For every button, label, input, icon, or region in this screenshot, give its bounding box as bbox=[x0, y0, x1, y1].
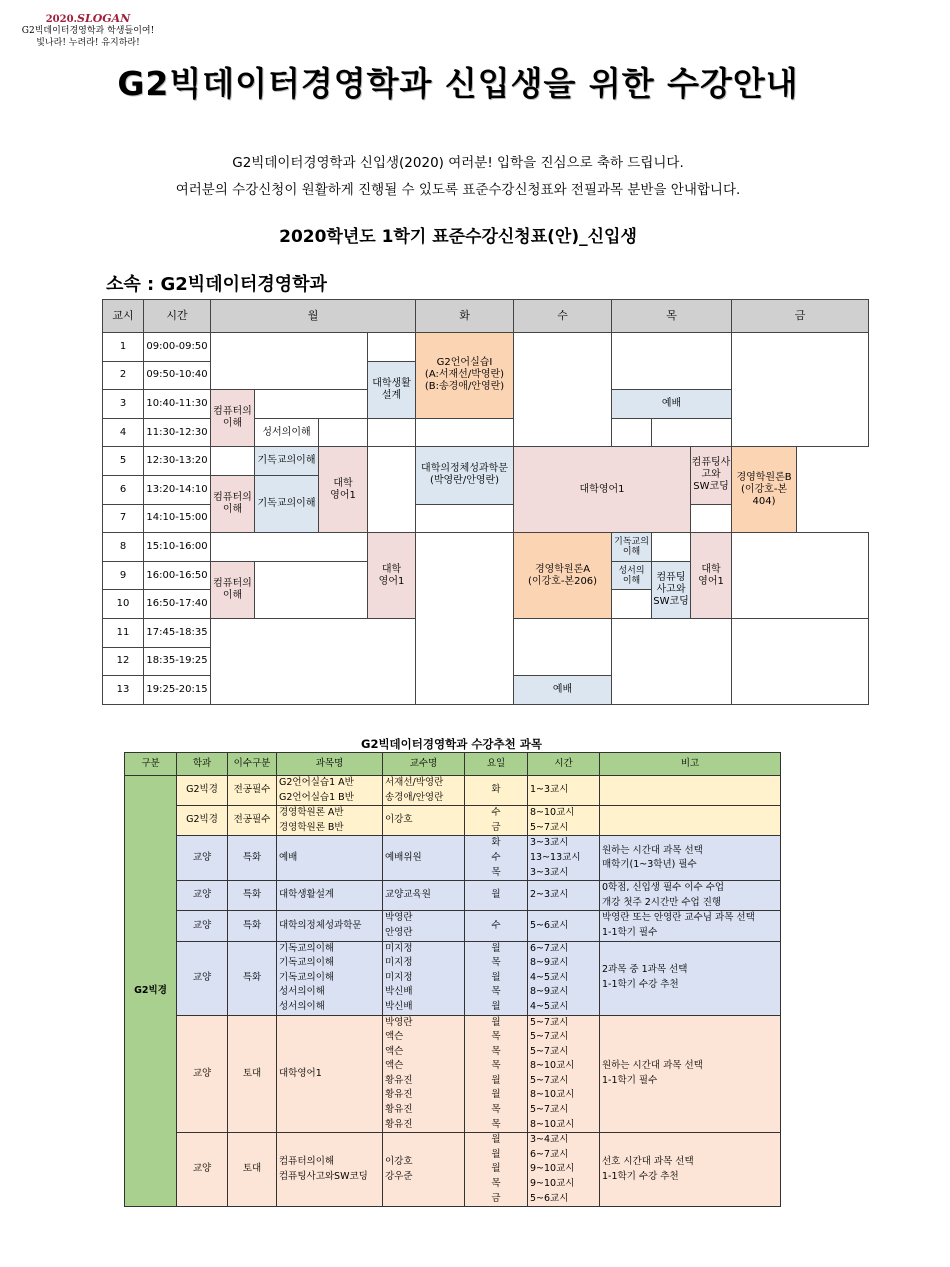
table-row bbox=[125, 1015, 781, 1133]
course-computer-intro: 컴퓨터의 이해 bbox=[211, 390, 255, 447]
rec-day: 월 목 목 목 월 월 목 목 bbox=[465, 1015, 528, 1133]
timetable-row bbox=[103, 447, 869, 476]
period-time: 14:10-15:00 bbox=[144, 504, 211, 533]
course-g2-language-practice: G2언어실습I (A:서재선/박영란) (B:송경애/안영란) bbox=[416, 333, 514, 419]
rec-note bbox=[600, 776, 781, 806]
course-english-1-thu: 대학 영어1 bbox=[691, 533, 732, 619]
period-time: 09:50-10:40 bbox=[144, 361, 211, 390]
rec-prof: 예배위원 bbox=[383, 836, 465, 881]
period-no: 1 bbox=[103, 333, 144, 362]
rec-time: 1~3교시 bbox=[528, 776, 600, 806]
rec-prof: 서재선/박영란 송경애/안영란 bbox=[383, 776, 465, 806]
rec-time: 8~10교시 5~7교시 bbox=[528, 806, 600, 836]
rec-dept: 교양 bbox=[177, 1015, 228, 1133]
period-no: 10 bbox=[103, 590, 144, 619]
rec-course: 대학영어1 bbox=[277, 1015, 383, 1133]
course-christianity-intro: 기독교의이해 bbox=[255, 475, 319, 532]
course-bible-intro: 성서의이해 bbox=[255, 418, 319, 447]
period-time: 12:30-13:20 bbox=[144, 447, 211, 476]
period-time: 18:35-19:25 bbox=[144, 647, 211, 676]
timetable-header-row bbox=[103, 300, 869, 333]
rec-prof: 이강호 bbox=[383, 806, 465, 836]
recommend-table bbox=[124, 752, 781, 1207]
period-no: 12 bbox=[103, 647, 144, 676]
empty-cell bbox=[652, 533, 691, 562]
header-thursday: 목 bbox=[612, 300, 732, 333]
course-business-principles-a: 경영학원론A (이강호-본206) bbox=[514, 533, 612, 619]
rec-type: 특화 bbox=[228, 881, 277, 911]
empty-cell bbox=[691, 504, 732, 533]
empty-cell bbox=[368, 333, 416, 362]
rec-type: 토대 bbox=[228, 1133, 277, 1207]
course-college-life-design: 대학생활 설계 bbox=[368, 361, 416, 418]
empty-cell bbox=[416, 504, 514, 533]
group-label: G2빅경 bbox=[125, 776, 177, 1207]
period-no: 7 bbox=[103, 504, 144, 533]
rec-type: 전공필수 bbox=[228, 806, 277, 836]
header-time: 시간 bbox=[144, 300, 211, 333]
period-time: 16:00-16:50 bbox=[144, 561, 211, 590]
rec-note bbox=[600, 806, 781, 836]
table-row bbox=[125, 911, 781, 941]
course-english-1-thu: 대학영어1 bbox=[514, 447, 691, 533]
rec-note: 2과목 중 1과목 선택 1-1학기 수강 추천 bbox=[600, 941, 781, 1015]
course-english-1-mon: 대학 영어1 bbox=[319, 447, 368, 533]
empty-cell bbox=[368, 447, 416, 533]
timetable-row bbox=[103, 333, 869, 362]
rec-day: 화 bbox=[465, 776, 528, 806]
rec-dept: 교양 bbox=[177, 911, 228, 941]
slogan-year: 2020. bbox=[45, 14, 78, 25]
period-time: 13:20-14:10 bbox=[144, 475, 211, 504]
period-time: 10:40-11:30 bbox=[144, 390, 211, 419]
rec-time: 2~3교시 bbox=[528, 881, 600, 911]
course-worship-wednesday: 예배 bbox=[514, 676, 612, 705]
recommend-header-row bbox=[125, 753, 781, 776]
slogan-heading bbox=[8, 12, 168, 25]
empty-cell bbox=[211, 447, 255, 476]
rec-course: 기독교의이해 기독교의이해 기독교의이해 성서의이해 성서의이해 bbox=[277, 941, 383, 1015]
intro-line-2: 여러분의 수강신청이 원활하게 진행될 수 있도록 표준수강신청표와 전필과목 분반을 안내합니다. bbox=[175, 182, 741, 198]
slogan-word: SLOGAN bbox=[77, 12, 131, 25]
period-no: 6 bbox=[103, 475, 144, 504]
rec-time: 5~6교시 bbox=[528, 911, 600, 941]
rec-time: 5~7교시 5~7교시 5~7교시 8~10교시 5~7교시 8~10교시 5~7교시 8~10교시 bbox=[528, 1015, 600, 1133]
slogan-line-2: G2빅데이터경영학과 학생들이여! bbox=[21, 26, 155, 36]
course-computing-sw-fri: 컴퓨팅사고와 SW코딩 bbox=[691, 447, 732, 504]
course-christianity-intro: 기독교의이해 bbox=[255, 447, 319, 476]
rec-day: 수 금 bbox=[465, 806, 528, 836]
empty-cell bbox=[211, 618, 416, 704]
rec-course: G2언어실습1 A반 G2언어실습1 B반 bbox=[277, 776, 383, 806]
rec-header: 시간 bbox=[528, 753, 600, 776]
course-business-principles-b: 경영학원론B (이강호-본404) bbox=[732, 447, 797, 533]
period-time: 17:45-18:35 bbox=[144, 618, 211, 647]
rec-dept: 교양 bbox=[177, 941, 228, 1015]
timetable-row bbox=[103, 533, 869, 562]
rec-course: 컴퓨터의이해 컴퓨팅사고와SW코딩 bbox=[277, 1133, 383, 1207]
period-no: 4 bbox=[103, 418, 144, 447]
empty-cell bbox=[255, 561, 368, 618]
course-worship-thursday: 예배 bbox=[612, 390, 732, 419]
period-time: 19:25-20:15 bbox=[144, 676, 211, 705]
rec-time: 3~3교시 13~13교시 3~3교시 bbox=[528, 836, 600, 881]
empty-cell bbox=[416, 418, 652, 447]
empty-cell bbox=[255, 390, 368, 419]
empty-cell bbox=[211, 333, 368, 390]
rec-time: 3~4교시 6~7교시 9~10교시 9~10교시 5~6교시 bbox=[528, 1133, 600, 1207]
empty-cell bbox=[368, 418, 416, 447]
table-row bbox=[125, 1133, 781, 1207]
empty-cell bbox=[416, 533, 514, 705]
rec-header: 비고 bbox=[600, 753, 781, 776]
empty-cell bbox=[612, 590, 652, 619]
course-bible-intro-thu: 성서의 이해 bbox=[612, 561, 652, 590]
rec-course: 예배 bbox=[277, 836, 383, 881]
table-row bbox=[125, 941, 781, 1015]
empty-cell bbox=[319, 418, 368, 447]
empty-cell bbox=[514, 618, 612, 675]
slogan-line-3: 빛나라! 누려라! 유지하라! bbox=[36, 38, 140, 48]
course-christianity-intro-thu: 기독교의 이해 bbox=[612, 533, 652, 562]
rec-header: 이수구분 bbox=[228, 753, 277, 776]
rec-day: 월 bbox=[465, 881, 528, 911]
rec-note: 원하는 시간대 과목 선택 매학기(1~3학년) 필수 bbox=[600, 836, 781, 881]
period-time: 11:30-12:30 bbox=[144, 418, 211, 447]
rec-dept: G2빅경 bbox=[177, 806, 228, 836]
period-no: 13 bbox=[103, 676, 144, 705]
department-label: 소속 : G2빅데이터경영학과 bbox=[106, 274, 327, 295]
page-title: G2빅데이터경영학과 신입생을 위한 수강안내 bbox=[117, 64, 799, 103]
course-university-identity: 대학의정체성과학문 (박영란/안영란) bbox=[416, 447, 514, 504]
rec-type: 특화 bbox=[228, 911, 277, 941]
rec-type: 전공필수 bbox=[228, 776, 277, 806]
table-row bbox=[125, 881, 781, 911]
course-computer-intro: 컴퓨터의 이해 bbox=[211, 561, 255, 618]
header-monday: 월 bbox=[211, 300, 416, 333]
rec-note: 박영란 또는 안영란 교수님 과목 선택 1-1학기 필수 bbox=[600, 911, 781, 941]
rec-prof: 박영란 안영란 bbox=[383, 911, 465, 941]
intro-line-1: G2빅데이터경영학과 신입생(2020) 여러분! 입학을 진심으로 축하 드립니다. bbox=[232, 155, 684, 171]
period-no: 11 bbox=[103, 618, 144, 647]
header-friday: 금 bbox=[732, 300, 869, 333]
empty-cell bbox=[612, 333, 732, 390]
rec-prof: 박영란 액슨 액슨 액슨 황유진 황유진 황유진 황유진 bbox=[383, 1015, 465, 1133]
rec-prof: 이강호 강우준 bbox=[383, 1133, 465, 1207]
recommend-table-title: G2빅데이터경영학과 수강추천 과목 bbox=[361, 737, 542, 751]
course-computing-sw-thu: 컴퓨팅 사고와 SW코딩 bbox=[652, 561, 691, 618]
rec-header: 교수명 bbox=[383, 753, 465, 776]
timetable-title: 2020학년도 1학기 표준수강신청표(안)_신입생 bbox=[279, 227, 637, 247]
rec-day: 월 월 월 목 금 bbox=[465, 1133, 528, 1207]
table-row bbox=[125, 836, 781, 881]
period-no: 3 bbox=[103, 390, 144, 419]
rec-note: 선호 시간대 과목 선택 1-1학기 수강 추천 bbox=[600, 1133, 781, 1207]
rec-header: 과목명 bbox=[277, 753, 383, 776]
rec-note: 원하는 시간대 과목 선택 1-1학기 필수 bbox=[600, 1015, 781, 1133]
period-no: 2 bbox=[103, 361, 144, 390]
empty-cell bbox=[732, 533, 869, 619]
rec-dept: 교양 bbox=[177, 881, 228, 911]
rec-dept: 교양 bbox=[177, 1133, 228, 1207]
rec-prof: 교양교육원 bbox=[383, 881, 465, 911]
period-no: 8 bbox=[103, 533, 144, 562]
empty-cell bbox=[732, 333, 869, 447]
rec-header: 구분 bbox=[125, 753, 177, 776]
rec-course: 경영학원론 A반 경영학원론 B반 bbox=[277, 806, 383, 836]
rec-time: 6~7교시 8~9교시 4~5교시 8~9교시 4~5교시 bbox=[528, 941, 600, 1015]
rec-note: 0학점, 신입생 필수 이수 수업 개강 첫주 2시간만 수업 진행 bbox=[600, 881, 781, 911]
empty-cell bbox=[612, 618, 732, 704]
rec-type: 토대 bbox=[228, 1015, 277, 1133]
rec-type: 특화 bbox=[228, 836, 277, 881]
empty-cell bbox=[732, 618, 869, 704]
table-row bbox=[125, 776, 781, 806]
rec-dept: 교양 bbox=[177, 836, 228, 881]
intro-text bbox=[0, 150, 916, 204]
slogan-block bbox=[8, 12, 168, 49]
rec-course: 대학생활설계 bbox=[277, 881, 383, 911]
rec-day: 화 수 목 bbox=[465, 836, 528, 881]
period-no: 5 bbox=[103, 447, 144, 476]
rec-prof: 미지정 미지정 미지정 박신배 박신배 bbox=[383, 941, 465, 1015]
rec-course: 대학의정체성과학문 bbox=[277, 911, 383, 941]
period-time: 16:50-17:40 bbox=[144, 590, 211, 619]
rec-type: 특화 bbox=[228, 941, 277, 1015]
rec-dept: G2빅경 bbox=[177, 776, 228, 806]
period-time: 09:00-09:50 bbox=[144, 333, 211, 362]
rec-header: 학과 bbox=[177, 753, 228, 776]
empty-cell bbox=[211, 533, 368, 562]
timetable bbox=[102, 299, 869, 705]
header-period: 교시 bbox=[103, 300, 144, 333]
period-no: 9 bbox=[103, 561, 144, 590]
header-tuesday: 화 bbox=[416, 300, 514, 333]
rec-header: 요일 bbox=[465, 753, 528, 776]
rec-day: 수 bbox=[465, 911, 528, 941]
rec-day: 월 목 월 목 월 bbox=[465, 941, 528, 1015]
course-english-1-mon: 대학 영어1 bbox=[368, 533, 416, 619]
period-time: 15:10-16:00 bbox=[144, 533, 211, 562]
header-wednesday: 수 bbox=[514, 300, 612, 333]
table-row bbox=[125, 806, 781, 836]
course-computer-intro: 컴퓨터의 이해 bbox=[211, 475, 255, 532]
